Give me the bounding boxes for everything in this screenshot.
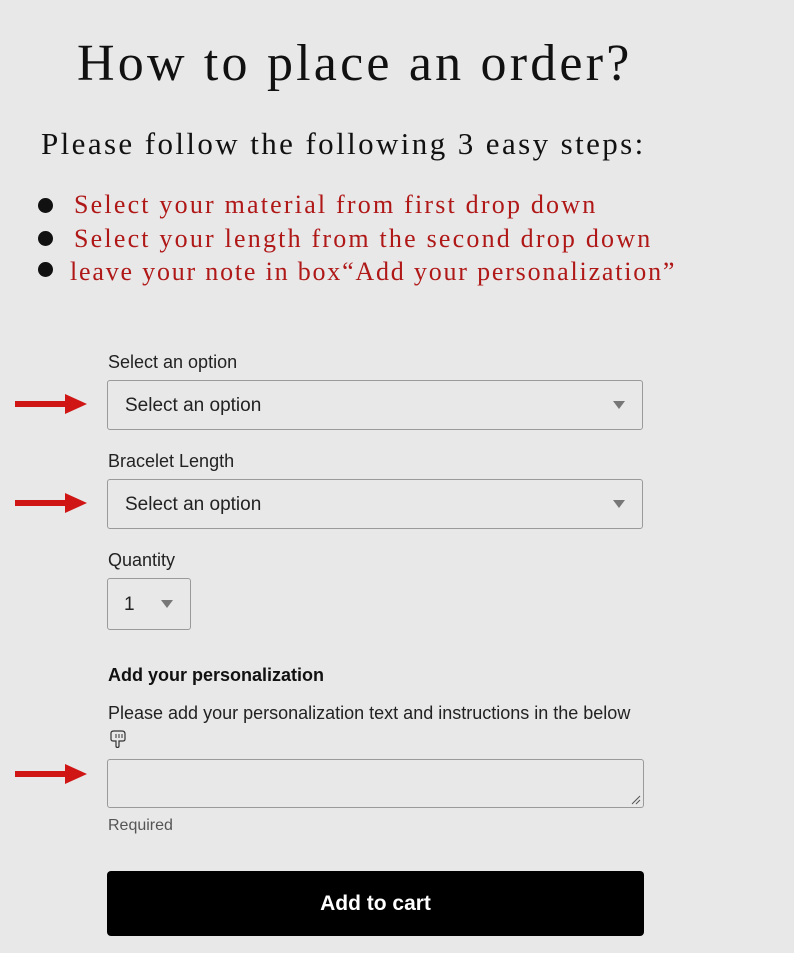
step-text: leave your note in box“Add your personalization” [70, 257, 677, 286]
material-select[interactable] [107, 380, 643, 430]
bullet-icon [38, 198, 53, 213]
resize-handle-icon[interactable] [631, 795, 641, 805]
material-select-label: Select an option [108, 352, 238, 372]
step-text: Select your length from the second drop down [74, 224, 653, 253]
required-label: Required [108, 817, 173, 834]
red-arrow-icon [15, 493, 87, 513]
bracelet-length-select[interactable] [107, 479, 643, 529]
chevron-down-icon [161, 600, 173, 608]
red-arrow-icon [15, 394, 87, 414]
pointing-down-hand-icon [108, 730, 128, 748]
red-arrow-icon [15, 764, 87, 784]
quantity-label: Quantity [108, 550, 176, 570]
quantity-value: 1 [124, 594, 135, 615]
bullet-icon [38, 262, 53, 277]
bullet-icon [38, 231, 53, 246]
chevron-down-icon [613, 401, 625, 409]
personalization-title: Add your personalization [108, 665, 325, 685]
add-to-cart-button[interactable]: Add to cart [107, 871, 644, 936]
step-text: Select your material from first drop down [74, 190, 598, 219]
chevron-down-icon [613, 500, 625, 508]
quantity-select[interactable] [107, 578, 191, 630]
material-select-value: Select an option [125, 395, 262, 416]
bracelet-length-label: Bracelet Length [108, 451, 235, 471]
personalization-instructions [108, 700, 648, 752]
bracelet-length-value: Select an option [125, 494, 262, 515]
page-title: How to place an order? [77, 35, 633, 92]
personalization-textarea[interactable] [107, 759, 644, 808]
personalization-instructions-text: Please add your personalization text and instructions in the below [108, 703, 631, 723]
steps-intro: Please follow the following 3 easy steps: [41, 126, 646, 161]
